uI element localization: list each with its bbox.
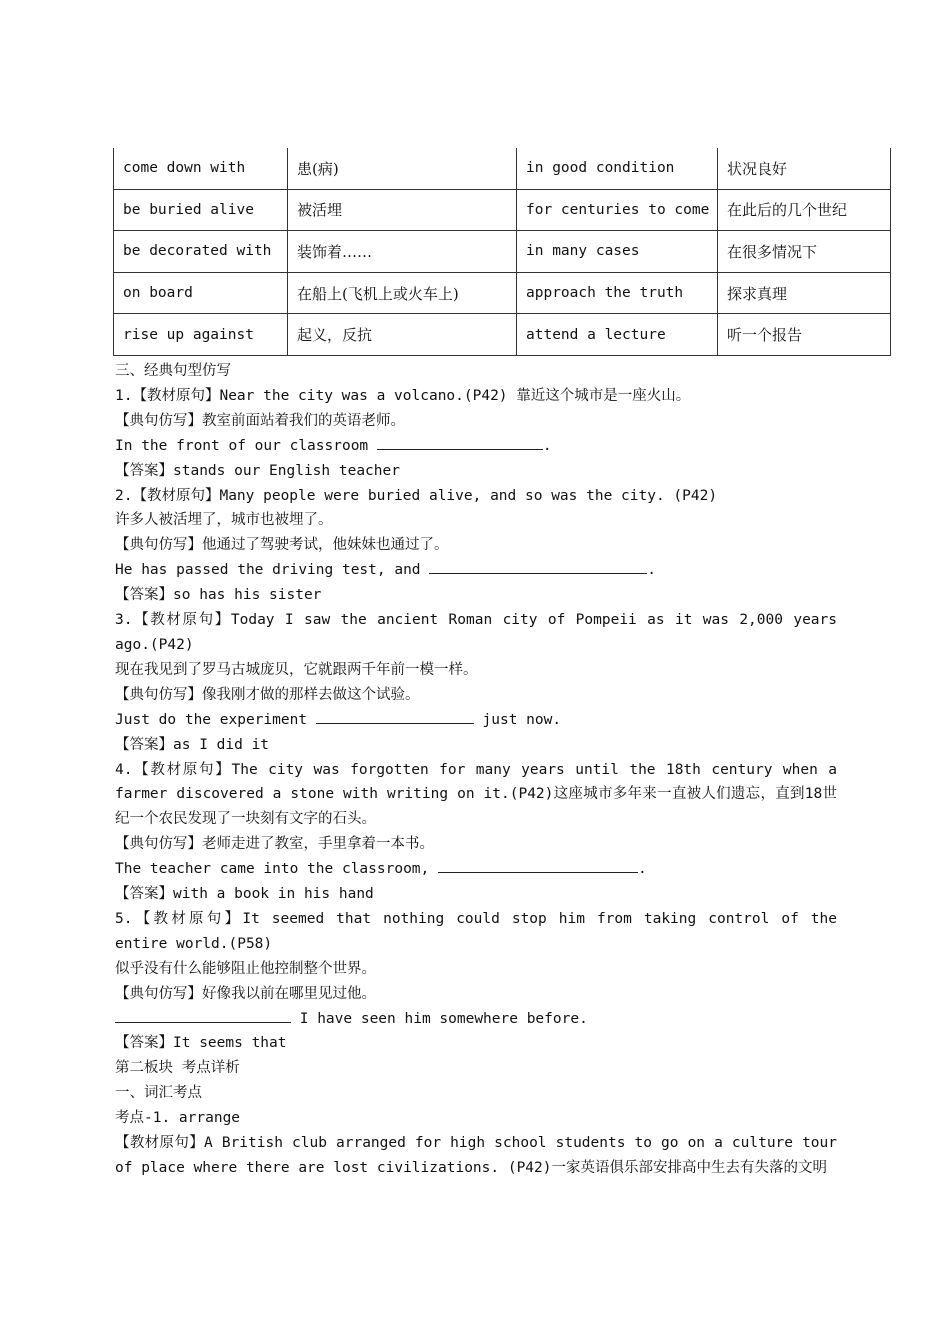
- phrase-cn: 起义，反抗: [288, 314, 517, 356]
- exercise-line: [115, 558, 837, 583]
- part-heading: 第二板块 考点详析: [115, 1060, 240, 1077]
- exercise-text: .: [647, 562, 657, 579]
- table-row: [114, 314, 891, 356]
- phrase-cn: 在此后的几个世纪: [718, 189, 891, 231]
- answer-line: 【答案】so has his sister: [115, 587, 322, 604]
- body-text: [115, 359, 837, 1181]
- original-sentence: 【教材原句】A British club arranged for high school students to go on a culture tour of place where there are lost civilizations. (P42)一家英语俱乐部安排高中生去有失落的文明: [115, 1135, 837, 1176]
- phrase-en: approach the truth: [517, 272, 718, 314]
- answer-blank[interactable]: [316, 708, 474, 724]
- exercise-line: [115, 434, 837, 459]
- imitation-prompt: 【典句仿写】像我刚才做的那样去做这个试验。: [115, 686, 420, 703]
- exercise-text: .: [638, 861, 647, 878]
- exercise-text: Just do the experiment: [115, 711, 316, 728]
- answer-line: 【答案】stands our English teacher: [115, 462, 400, 479]
- answer-blank[interactable]: [429, 558, 647, 574]
- original-sentence: 5.【教材原句】It seemed that nothing could stop him from taking control of the entire world.(P58): [115, 910, 837, 952]
- exercise-text: .: [542, 437, 552, 454]
- phrase-cn: 状况良好: [718, 148, 891, 189]
- exercise-text: just now.: [473, 711, 562, 728]
- point-heading: 考点-1. arrange: [115, 1110, 241, 1127]
- original-sentence: 3.【教材原句】Today I saw the ancient Roman city of Pompeii as it was 2,000 years ago.(P42): [115, 612, 837, 653]
- exercise-line: [115, 857, 837, 882]
- original-translation: 似乎没有什么能够阻止他控制整个世界。: [115, 960, 376, 977]
- phrase-en: in good condition: [517, 148, 718, 189]
- answer-blank[interactable]: [115, 1007, 291, 1023]
- phrase-cn: 在船上(飞机上或火车上): [288, 272, 517, 314]
- exercise-text: He has passed the driving test, and: [115, 562, 430, 579]
- table-row: [114, 189, 891, 231]
- exercise-line: [115, 1007, 837, 1032]
- phrase-en: come down with: [114, 148, 288, 189]
- subsection-heading: 一、词汇考点: [115, 1085, 202, 1102]
- phrase-cn: 在很多情况下: [718, 231, 891, 273]
- exercise-text: The teacher came into the classroom,: [115, 861, 439, 878]
- answer-line: 【答案】with a book in his hand: [115, 886, 374, 903]
- imitation-prompt: 【典句仿写】他通过了驾驶考试，他妹妹也通过了。: [115, 537, 449, 554]
- phrase-table: [113, 148, 891, 356]
- original-sentence: 4.【教材原句】The city was forgotten for many years until the 18th century when a farmer discovered a stone with writing on it.(P42)这座城市多年来一直被人们遗忘，直到18世纪一个农民发现了一块刻有文字的石头。: [115, 761, 837, 828]
- table-row: [114, 148, 891, 189]
- imitation-prompt: 【典句仿写】好像我以前在哪里见过他。: [115, 985, 376, 1002]
- phrase-cn: 患(病): [288, 148, 517, 189]
- table-row: [114, 231, 891, 273]
- answer-blank[interactable]: [377, 434, 543, 450]
- original-sentence: 2.【教材原句】Many people were buried alive, and so was the city. (P42): [115, 487, 718, 504]
- phrase-en: on board: [114, 272, 288, 314]
- original-translation: 现在我见到了罗马古城庞贝，它就跟两千年前一模一样。: [115, 661, 478, 678]
- phrase-en: in many cases: [517, 231, 718, 273]
- imitation-prompt: 【典句仿写】教室前面站着我们的英语老师。: [115, 412, 405, 429]
- exercise-line: [115, 708, 837, 733]
- original-sentence: 1.【教材原句】Near the city was a volcano.(P42) 靠近这个城市是一座火山。: [115, 387, 691, 404]
- answer-line: 【答案】as I did it: [115, 736, 270, 753]
- phrase-en: be decorated with: [114, 231, 288, 273]
- exercise-text: In the front of our classroom: [115, 437, 377, 454]
- phrase-cn: 听一个报告: [718, 314, 891, 356]
- answer-line: 【答案】It seems that: [115, 1035, 287, 1052]
- phrase-cn: 被活埋: [288, 189, 517, 231]
- exercise-text: I have seen him somewhere before.: [291, 1010, 588, 1027]
- phrase-en: rise up against: [114, 314, 288, 356]
- phrase-en: for centuries to come: [517, 189, 718, 231]
- original-translation: 许多人被活埋了，城市也被埋了。: [115, 512, 333, 529]
- imitation-prompt: 【典句仿写】老师走进了教室，手里拿着一本书。: [115, 836, 434, 853]
- phrase-cn: 探求真理: [718, 272, 891, 314]
- phrase-cn: 装饰着……: [288, 231, 517, 273]
- phrase-en: be buried alive: [114, 189, 288, 231]
- answer-blank[interactable]: [438, 857, 638, 873]
- table-row: [114, 272, 891, 314]
- phrase-en: attend a lecture: [517, 314, 718, 356]
- section-heading: 三、经典句型仿写: [115, 363, 231, 379]
